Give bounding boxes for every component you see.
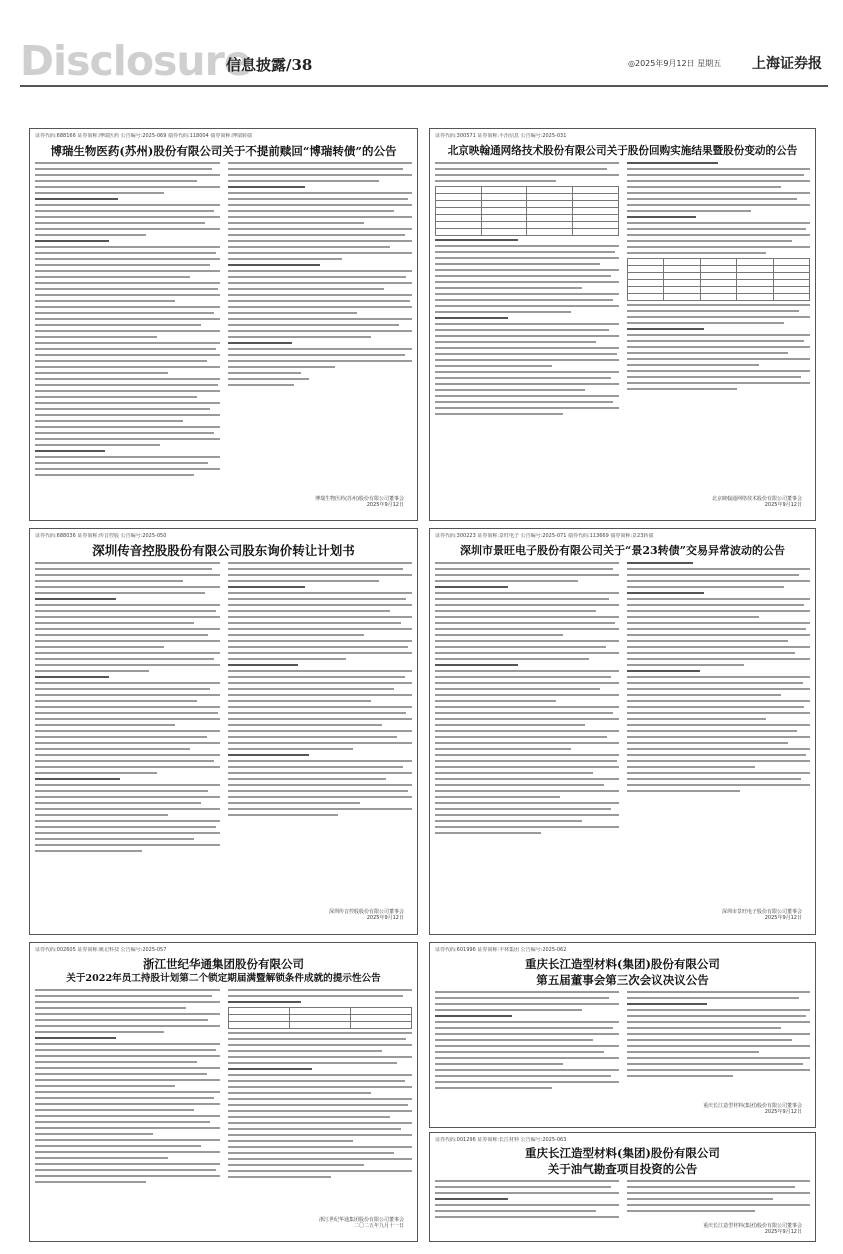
- brand-wordmark: Disclosure: [20, 37, 251, 85]
- signer: 重庆长江造型材料(集团)股份有限公司董事会: [703, 1103, 802, 1109]
- announcement-title-line-2: 第五届董事会第三次会议决议公告: [536, 973, 709, 987]
- body-column-left: [35, 989, 220, 1225]
- signature-block: [712, 496, 802, 508]
- signer: 浙江世纪华通集团股份有限公司董事会: [318, 1217, 404, 1223]
- security-codes: 证券代码:688036 证券简称:传音控股 公告编号:2025-050: [35, 533, 167, 539]
- body-column-left: [35, 162, 220, 492]
- body-column-right: [627, 162, 811, 492]
- sign-date: 二〇二五年九月十一日: [353, 1223, 404, 1229]
- announcement-inhand: [429, 128, 816, 521]
- announcement-title: 博瑞生物医药(苏州)股份有限公司关于不提前赎回“博瑞转债”的公告: [50, 144, 397, 158]
- signature-block: [329, 909, 404, 921]
- security-codes: 证券代码:688166 证券简称:博瑞医药 公告编号:2025-069 债券代码:118004 债券简称:博瑞转债: [35, 133, 253, 139]
- announcement-transsion: [29, 528, 418, 935]
- sign-date: 2025年9月12日: [764, 1109, 802, 1115]
- announcement-body: [435, 162, 810, 492]
- signer: 博瑞生物医药(苏州)股份有限公司董事会: [315, 496, 404, 502]
- body-column-right: [228, 562, 413, 907]
- body-column-right: [627, 562, 811, 907]
- body-column-left: [35, 562, 220, 907]
- security-codes: 证券代码:300571 证券简称:平治信息 公告编号:2025-031: [435, 133, 567, 139]
- announcement-body: [435, 562, 810, 907]
- announcement-body: [35, 562, 412, 907]
- body-column-left: [435, 162, 619, 492]
- unlock-table: [228, 1007, 413, 1029]
- announcement-cjmc-oil-gas: [429, 1132, 816, 1242]
- sign-date: 2025年9月12日: [764, 1229, 802, 1235]
- security-codes: 证券代码:002605 证券简称:姚记科技 公告编号:2025-057: [35, 947, 167, 953]
- announcement-body: [435, 1180, 810, 1224]
- signature-block: [319, 1217, 404, 1229]
- masthead: [0, 0, 843, 86]
- shareholding-table: [627, 258, 811, 301]
- announcement-body: [35, 989, 412, 1225]
- body-column-left: [435, 991, 619, 1113]
- share-change-table: [435, 186, 619, 236]
- header-rule: [20, 85, 828, 87]
- body-column-right: [228, 989, 413, 1225]
- signature-block: [703, 1103, 802, 1115]
- body-column-right: [627, 991, 811, 1113]
- signature-block: [722, 909, 802, 921]
- announcement-title-line-2: 关于2022年员工持股计划第二个锁定期届满暨解锁条件成就的提示性公告: [66, 973, 381, 984]
- announcement-cjmc-board: [429, 942, 816, 1128]
- section-title: 信息披露/38: [226, 56, 313, 74]
- announcement-title-line-1: 浙江世纪华通集团股份有限公司: [143, 957, 304, 971]
- announcement-kinwong: [429, 528, 816, 935]
- newspaper-name: 上海证券报: [752, 56, 822, 72]
- announcement-title-line-1: 重庆长江造型材料(集团)股份有限公司: [525, 957, 720, 971]
- body-column-left: [435, 1180, 619, 1224]
- announcement-century-huatong: [29, 942, 418, 1242]
- announcement-title-line-2: 关于油气勘查项目投资的公告: [547, 1162, 698, 1176]
- signer: 深圳传音控股股份有限公司董事会: [328, 909, 404, 915]
- announcement-title: 北京映翰通网络技术股份有限公司关于股份回购实施结果暨股份变动的公告: [447, 145, 798, 157]
- signer: 重庆长江造型材料(集团)股份有限公司董事会: [703, 1223, 802, 1229]
- sign-date: 2025年9月12日: [366, 502, 404, 508]
- signer: 深圳市景旺电子股份有限公司董事会: [721, 909, 802, 915]
- announcement-title: 深圳传音控股股份有限公司股东询价转让计划书: [92, 543, 355, 558]
- security-codes: 证券代码:300223 证券简称:景旺电子 公告编号:2025-071 债券代码:113669 债券简称:景23转债: [435, 533, 654, 539]
- sign-date: 2025年9月12日: [764, 502, 802, 508]
- issue-date: ◎2025年9月12日 星期五: [628, 59, 722, 68]
- signature-block: [703, 1223, 802, 1235]
- body-column-left: [435, 562, 619, 907]
- security-codes: 证券代码:001296 证券简称:长江材料 公告编号:2025-063: [435, 1137, 567, 1143]
- body-column-right: [228, 162, 413, 492]
- body-column-right: [627, 1180, 811, 1224]
- announcement-body: [435, 991, 810, 1113]
- announcement-boruibio: [29, 128, 418, 521]
- announcement-body: [35, 162, 412, 492]
- security-codes: 证券代码:601996 证券简称:丰林集团 公告编号:2025-062: [435, 947, 567, 953]
- sign-date: 2025年9月12日: [764, 915, 802, 921]
- announcement-title-line-1: 重庆长江造型材料(集团)股份有限公司: [525, 1146, 720, 1160]
- signer: 北京映翰通网络技术股份有限公司董事会: [711, 496, 802, 502]
- sign-date: 2025年9月12日: [366, 915, 404, 921]
- signature-block: [315, 496, 404, 508]
- announcement-title: 深圳市景旺电子股份有限公司关于“景23转债”交易异常波动的公告: [460, 544, 785, 557]
